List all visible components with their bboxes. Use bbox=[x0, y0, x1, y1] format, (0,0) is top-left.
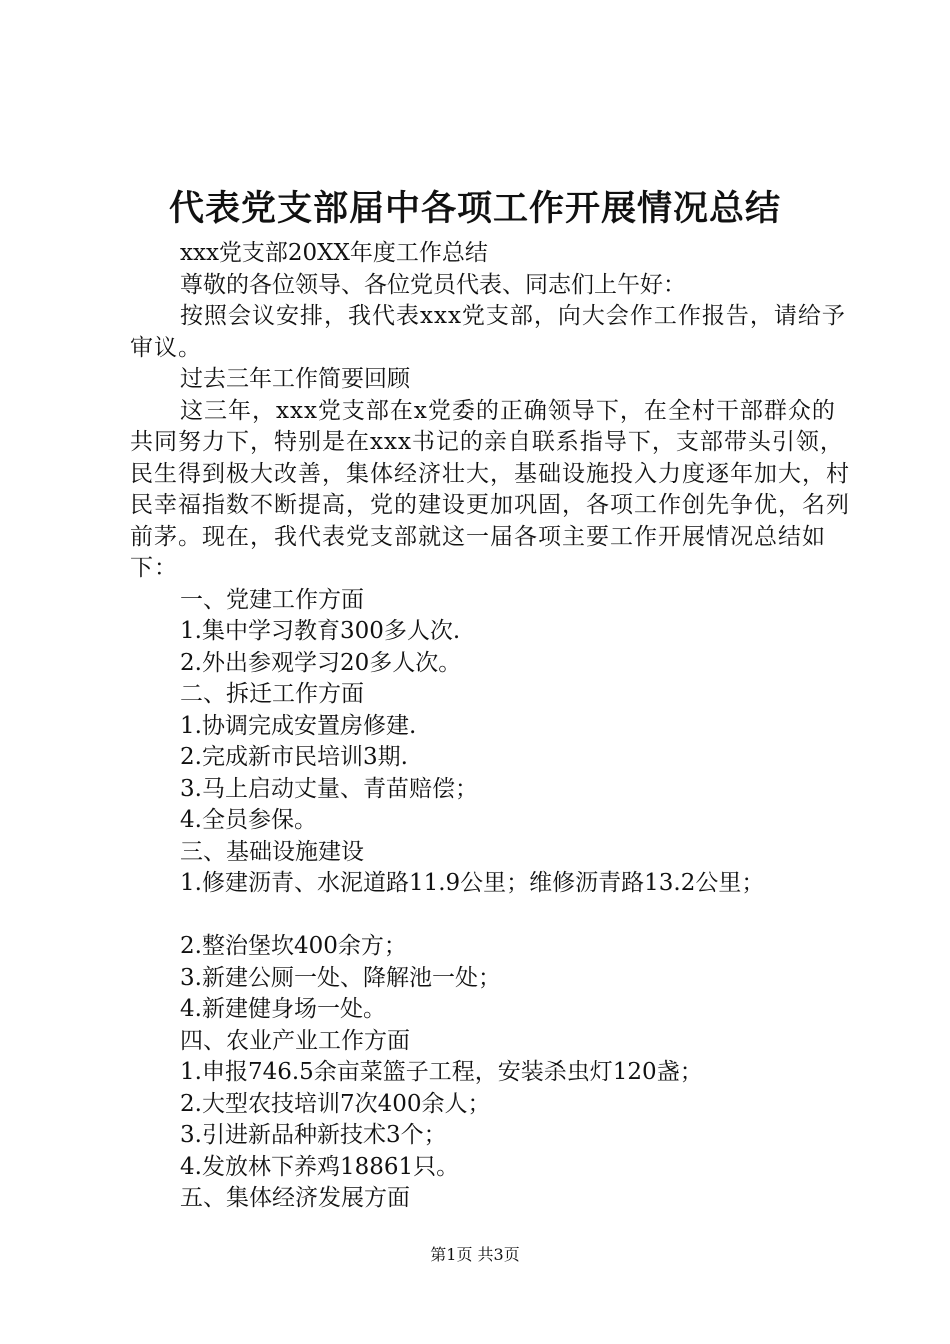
list-item: 4.发放林下养鸡18861只。 bbox=[180, 1153, 460, 1180]
section-heading-agriculture: 四、农业产业工作方面 bbox=[180, 1027, 410, 1054]
list-item: 3.马上启动丈量、青苗赔偿； bbox=[180, 775, 478, 802]
section-heading-party: 一、党建工作方面 bbox=[180, 586, 364, 613]
list-item: 2.大型农技培训7次400余人； bbox=[180, 1090, 491, 1117]
page-number: 第1页 共3页 bbox=[430, 1245, 520, 1264]
list-item: 4.新建健身场一处。 bbox=[180, 996, 386, 1022]
list-item: 4.全员参保。 bbox=[180, 807, 317, 833]
list-item: 3.新建公厕一处、降解池一处； bbox=[180, 964, 501, 991]
list-item: 1.集中学习教育300多人次. bbox=[180, 618, 461, 644]
greeting: 尊敬的各位领导、各位党员代表、同志们上午好： bbox=[180, 271, 686, 298]
list-item: 1.协调完成安置房修建. bbox=[180, 712, 417, 739]
list-item: 1.修建沥青、水泥道路11.9公里；维修沥青路13.2公里； bbox=[180, 870, 765, 896]
blank-line bbox=[130, 900, 850, 932]
list-item: 2.整治堡坎400余方； bbox=[180, 933, 407, 959]
section-heading-collective-economy: 五、集体经济发展方面 bbox=[180, 1185, 410, 1211]
list-item: 1.申报746.5余亩菜篮子工程，安装杀虫灯120盏； bbox=[180, 1059, 703, 1085]
section-heading-review: 过去三年工作简要回顾 bbox=[180, 366, 410, 392]
document-body bbox=[130, 238, 850, 1215]
report-heading: xxx党支部20XX年度工作总结 bbox=[180, 240, 488, 266]
document-title: 代表党支部届中各项工作开展情况总结 bbox=[168, 188, 781, 229]
list-item: 2.完成新市民培训3期. bbox=[180, 744, 408, 770]
list-item: 3.引进新品种新技术3个； bbox=[180, 1122, 447, 1148]
section-heading-infrastructure: 三、基础设施建设 bbox=[180, 838, 364, 865]
list-item: 2.外出参观学习20多人次。 bbox=[180, 649, 462, 676]
opening-paragraph: 按照会议安排，我代表xxx党支部，向大会作工作报告，请给予审议。 bbox=[130, 303, 846, 361]
section-heading-demolition: 二、拆迁工作方面 bbox=[180, 681, 364, 707]
review-paragraph: 这三年，xxx党支部在x党委的正确领导下，在全村干部群众的共同努力下，特别是在xxx书记的亲自联系指导下，支部带头引领，民生得到极大改善，集体经济壮大，基础设施投入力度逐年加大，村民幸福指数不断提高，党的建设更加巩固，各项工作创先争优，名列前茅。现在，我代表党支部就这一届各项主要工作开展情况总结如下： bbox=[130, 397, 850, 581]
